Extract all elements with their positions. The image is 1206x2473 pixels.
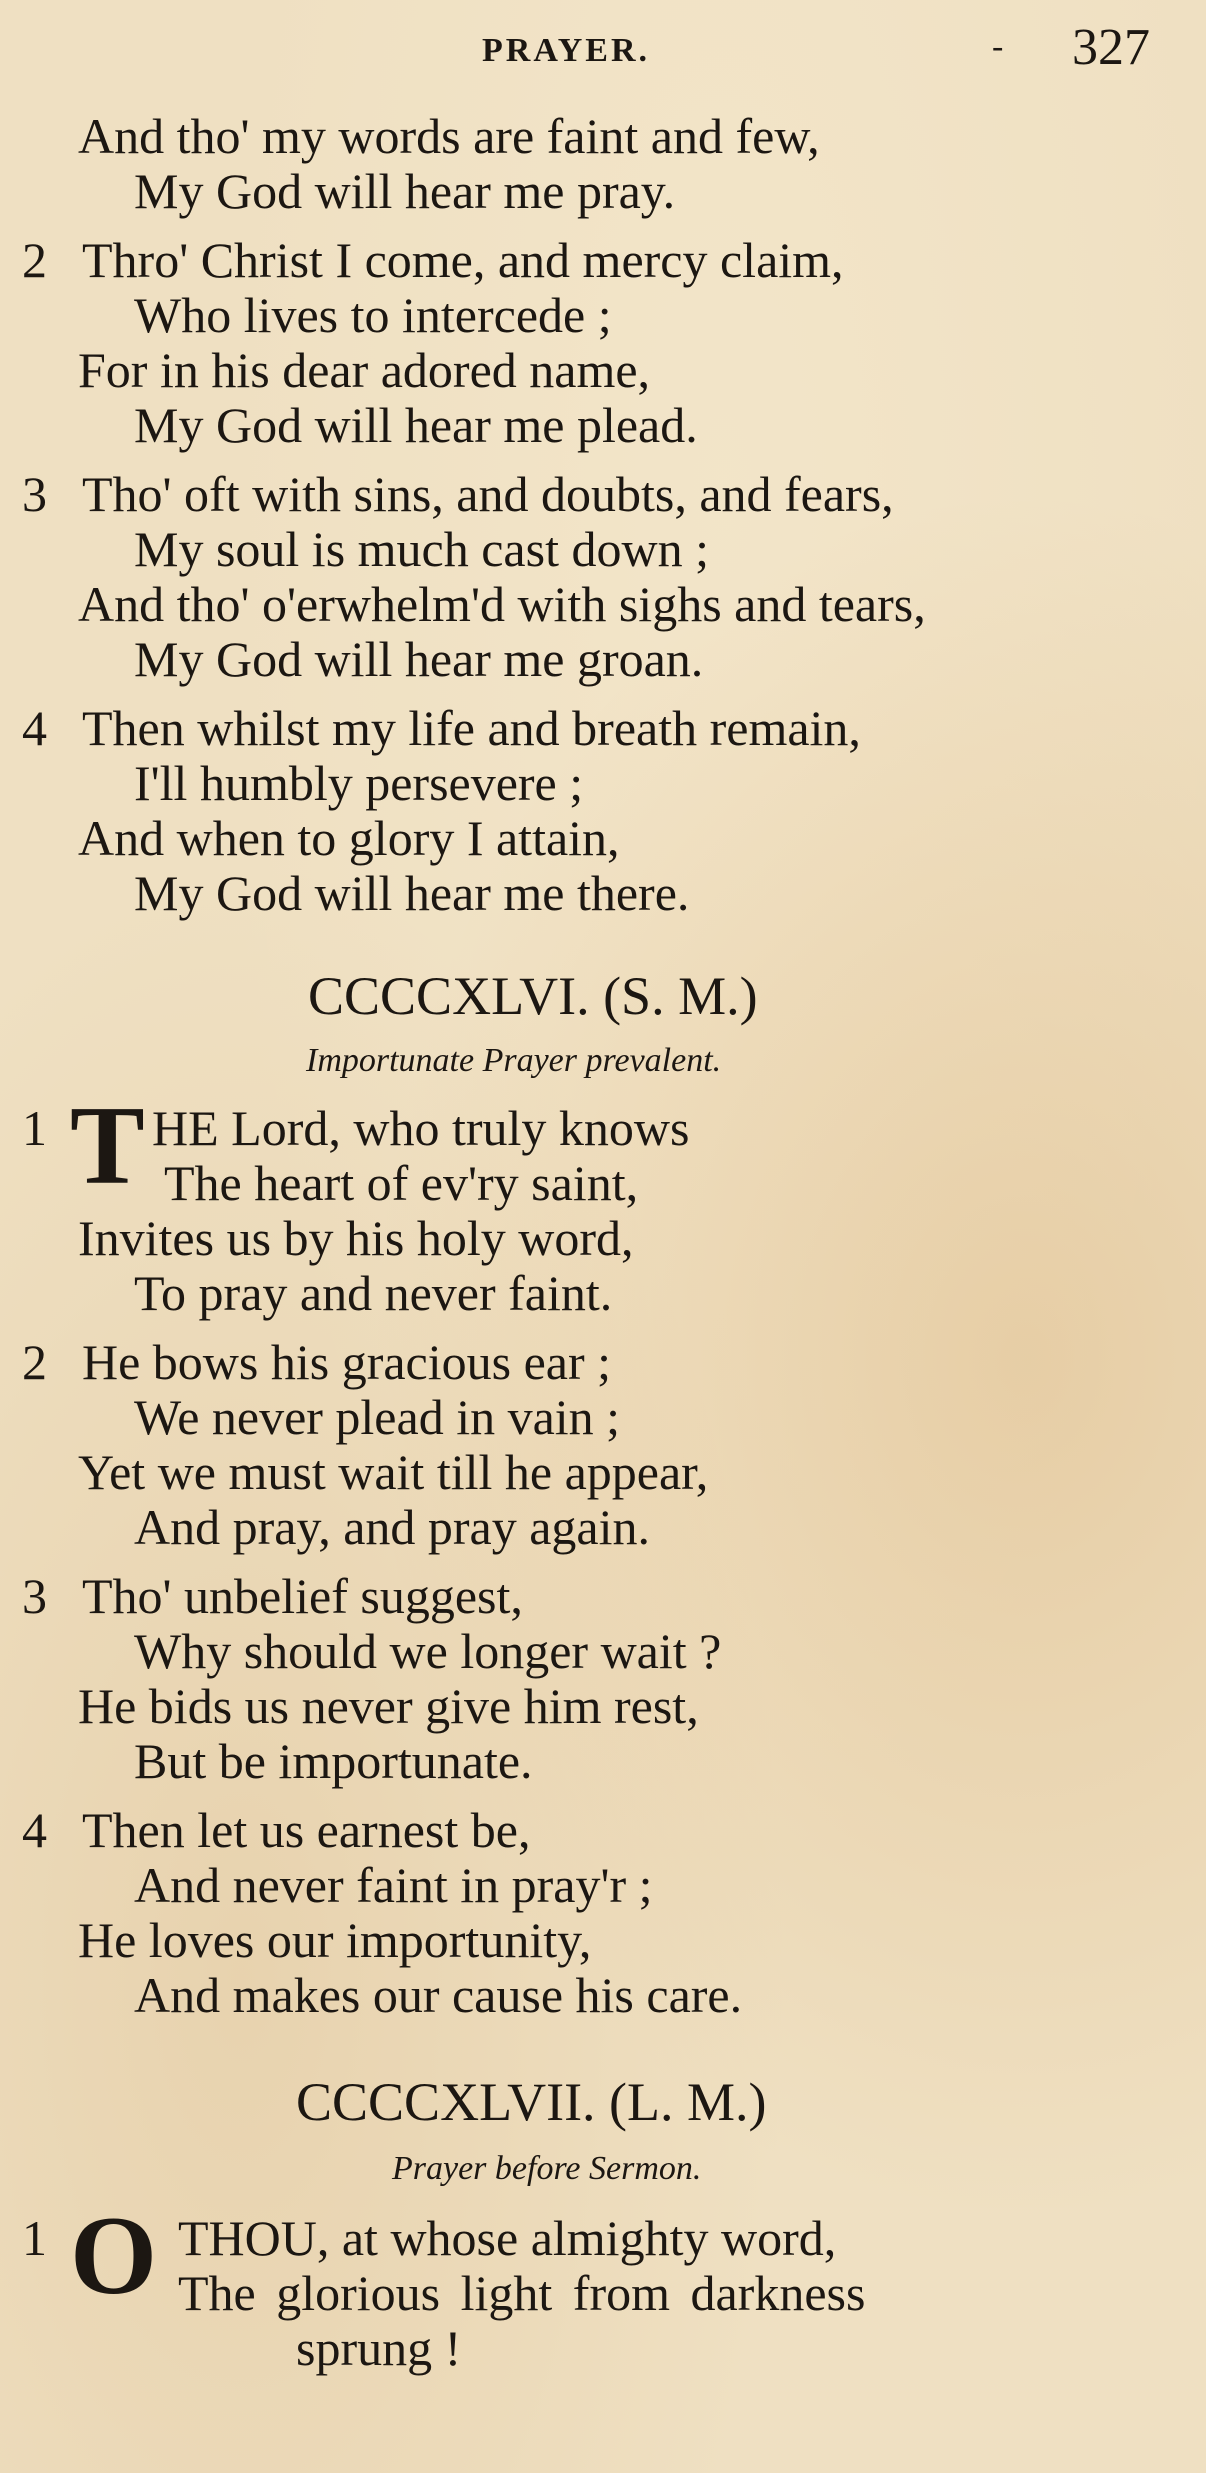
hymn-heading: CCCCXLVII. (L. M.) bbox=[296, 2072, 767, 2132]
verse-line: My God will hear me pray. bbox=[134, 163, 676, 219]
verse-line: And pray, and pray again. bbox=[134, 1499, 651, 1555]
verse-line: And tho' my words are faint and few, bbox=[78, 108, 820, 164]
verse-line: HE Lord, who truly knows bbox=[152, 1100, 690, 1156]
verse-number: 4 bbox=[22, 1802, 47, 1858]
verse-line: And tho' o'erwhelm'd with sighs and tears, bbox=[78, 576, 926, 632]
verse-number: 3 bbox=[22, 466, 47, 522]
verse-line: Who lives to intercede ; bbox=[134, 287, 612, 343]
verse-number: 4 bbox=[22, 700, 47, 756]
verse-line: He bows his gracious ear ; bbox=[82, 1334, 612, 1390]
running-title: PRAYER. bbox=[482, 32, 651, 69]
verse-number: 3 bbox=[22, 1568, 47, 1624]
verse-line: Then whilst my life and breath remain, bbox=[82, 700, 861, 756]
verse-line: To pray and never faint. bbox=[134, 1265, 613, 1321]
verse-line: My God will hear me plead. bbox=[134, 397, 698, 453]
page-header bbox=[0, 18, 1206, 78]
verse-line: The glorious light from darkness bbox=[178, 2265, 866, 2321]
verse-number: 2 bbox=[22, 232, 47, 288]
verse-line: Why should we longer wait ? bbox=[134, 1623, 722, 1679]
verse-line: And makes our cause his care. bbox=[134, 1967, 743, 2023]
verse-line: And when to glory I attain, bbox=[78, 810, 620, 866]
verse-line: Thro' Christ I come, and mercy claim, bbox=[82, 232, 844, 288]
header-dash: - bbox=[992, 28, 1004, 65]
verse-line: But be importunate. bbox=[134, 1733, 533, 1789]
verse-line: He loves our importunity, bbox=[78, 1912, 592, 1968]
verse-line: For in his dear adored name, bbox=[78, 342, 651, 398]
verse-line: Invites us by his holy word, bbox=[78, 1210, 634, 1266]
verse-line: My God will hear me groan. bbox=[134, 631, 704, 687]
verse-line: My God will hear me there. bbox=[134, 865, 690, 921]
verse-line: THOU, at whose almighty word, bbox=[178, 2210, 837, 2266]
verse-number: 1 bbox=[22, 1100, 47, 1156]
verse-line: The heart of ev'ry saint, bbox=[164, 1155, 639, 1211]
verse-line: Tho' unbelief suggest, bbox=[82, 1568, 523, 1624]
page-number: 327 bbox=[1072, 19, 1150, 76]
verse-line: We never plead in vain ; bbox=[134, 1389, 621, 1445]
verse-line: Yet we must wait till he appear, bbox=[78, 1444, 709, 1500]
verse-number: 1 bbox=[22, 2210, 47, 2266]
drop-cap: T bbox=[70, 1084, 145, 1208]
verse-line: Then let us earnest be, bbox=[82, 1802, 531, 1858]
verse-number: 2 bbox=[22, 1334, 47, 1390]
verse-line: My soul is much cast down ; bbox=[134, 521, 709, 577]
hymn-subtitle: Prayer before Sermon. bbox=[392, 2150, 702, 2187]
verse-line: He bids us never give him rest, bbox=[78, 1678, 699, 1734]
verse-line: sprung ! bbox=[296, 2320, 462, 2376]
verse-line: And never faint in pray'r ; bbox=[134, 1857, 653, 1913]
hymn-subtitle: Importunate Prayer prevalent. bbox=[306, 1042, 722, 1079]
drop-cap: O bbox=[70, 2194, 158, 2318]
hymn-heading: CCCCXLVI. (S. M.) bbox=[308, 966, 758, 1026]
verse-line: Tho' oft with sins, and doubts, and fears, bbox=[82, 466, 894, 522]
verse-line: I'll humbly persevere ; bbox=[134, 755, 584, 811]
